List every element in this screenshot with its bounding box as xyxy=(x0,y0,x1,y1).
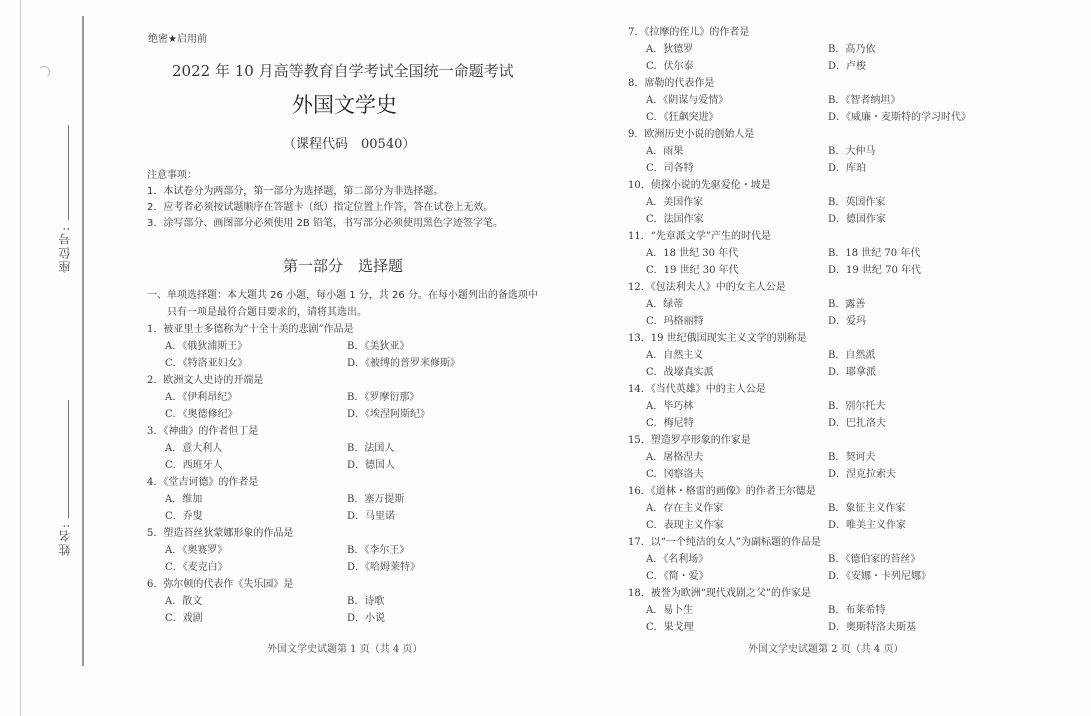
option-b: B．别尔托夫 xyxy=(828,401,886,412)
option-d: D．耶拿派 xyxy=(828,367,877,378)
seat-number-label: 座位号: xyxy=(58,225,72,274)
notes-title: 注意事项： xyxy=(147,170,197,181)
question-stem: 3．《神曲》的作者但丁是 xyxy=(147,426,259,437)
option-b: B．露善 xyxy=(828,299,866,310)
option-b: B．自然派 xyxy=(828,350,876,361)
note-item: 3．涂写部分、画图部分必须使用 2B 铅笔，书写部分必须使用黑色字迹签字笔。 xyxy=(147,218,503,229)
option-b: B．诗歌 xyxy=(347,596,385,607)
option-b: B．法国人 xyxy=(347,443,395,454)
seat-number-underline xyxy=(68,125,69,220)
section-intro-line-2: 只有一项是最符合题目要求的，请将其选出。 xyxy=(167,307,367,318)
subject-title: 外国文学史 xyxy=(292,93,397,117)
margin-outer-line xyxy=(20,0,21,716)
option-c: C．冈察洛夫 xyxy=(646,469,704,480)
option-a: A．《俄狄浦斯王》 xyxy=(165,341,248,352)
option-c: C．伏尔泰 xyxy=(646,61,694,72)
option-b: B．《德伯家的苔丝》 xyxy=(828,554,921,565)
page1-questions xyxy=(147,321,567,627)
question-17 xyxy=(628,534,1058,585)
margin-binding-line xyxy=(82,16,84,666)
question-stem: 10．侦探小说的先驱爱伦・坡是 xyxy=(628,180,771,191)
option-d: D．小说 xyxy=(347,613,386,624)
question-stem: 14．《当代英雄》中的主人公是 xyxy=(628,384,766,395)
note-item: 2．应考者必须按试题顺序在答题卡（纸）指定位置上作答，答在试卷上无效。 xyxy=(147,202,494,213)
option-a: A．狄德罗 xyxy=(646,44,694,55)
option-c: C．西班牙人 xyxy=(165,460,223,471)
option-b: B．《智者纳坦》 xyxy=(828,95,901,106)
question-stem: 4．《堂吉诃德》的作者是 xyxy=(147,477,259,488)
option-d: D．卢梭 xyxy=(828,61,867,72)
question-stem: 16．《道林・格雷的画像》的作者王尔德是 xyxy=(628,486,816,497)
name-underline xyxy=(68,400,69,518)
option-d: D．马里诺 xyxy=(347,511,396,522)
option-d: D．奥斯特洛夫斯基 xyxy=(828,622,917,633)
option-c: C．梅尼特 xyxy=(646,418,694,429)
option-b: B．象征主义作家 xyxy=(828,503,906,514)
option-a: A．《名利场》 xyxy=(646,554,709,565)
option-a: A．散文 xyxy=(165,596,203,607)
option-b: B．契诃夫 xyxy=(828,452,876,463)
question-3 xyxy=(147,423,567,474)
option-a: A．《奥赛罗》 xyxy=(165,545,228,556)
option-a: A．《阴谋与爱情》 xyxy=(646,95,729,106)
question-11 xyxy=(628,228,1058,279)
option-d: D．德国作家 xyxy=(828,214,887,225)
option-b: B．《美狄亚》 xyxy=(347,341,410,352)
option-c: C．战壕真实派 xyxy=(646,367,714,378)
question-4 xyxy=(147,474,567,525)
option-a: A．《伊利昂纪》 xyxy=(165,392,238,403)
option-d: D．涅克拉索夫 xyxy=(828,469,897,480)
option-d: D．巴扎洛夫 xyxy=(828,418,887,429)
option-d: D．《埃涅阿斯纪》 xyxy=(347,409,431,420)
question-9 xyxy=(628,126,1058,177)
name-label: 姓名: xyxy=(58,522,72,557)
option-d: D．19 世纪 70 年代 xyxy=(828,265,922,276)
question-stem: 1．被亚里士多德称为“十全十美的悲剧”作品是 xyxy=(147,324,354,335)
option-d: D．《威廉・麦斯特的学习时代》 xyxy=(828,112,972,123)
binding-hole-mark xyxy=(38,66,50,78)
course-code: （课程代码 00540） xyxy=(283,137,416,152)
option-c: C．《简・爱》 xyxy=(646,571,709,582)
option-d: D．库珀 xyxy=(828,163,867,174)
option-b: B．18 世纪 70 年代 xyxy=(828,248,921,259)
question-stem: 13．19 世纪俄国现实主义文学的别称是 xyxy=(628,333,807,344)
question-12 xyxy=(628,279,1058,330)
option-a: A．毕巧林 xyxy=(646,401,694,412)
option-b: B．英国作家 xyxy=(828,197,886,208)
question-7 xyxy=(628,24,1058,75)
notes-section xyxy=(147,168,503,232)
option-a: A．美国作家 xyxy=(646,197,704,208)
option-c: C．《狂飙突进》 xyxy=(646,112,719,123)
exam-title: 2022 年 10 月高等教育自学考试全国统一命题考试 xyxy=(172,62,514,80)
question-stem: 18．被誉为欧洲“现代戏剧之父”的作家是 xyxy=(628,588,811,599)
option-c: C．戏剧 xyxy=(165,613,203,624)
question-1 xyxy=(147,321,567,372)
option-c: C．玛格丽特 xyxy=(646,316,704,327)
question-stem: 15．塑造罗亭形象的作家是 xyxy=(628,435,751,446)
section-intro-line-1: 一、单项选择题：本大题共 26 小题，每小题 1 分，共 26 分。在每小题列出的备选项中 xyxy=(147,290,538,301)
option-b: B．布莱希特 xyxy=(828,605,886,616)
option-d: D．德国人 xyxy=(347,460,396,471)
option-b: B．《李尔王》 xyxy=(347,545,410,556)
question-16 xyxy=(628,483,1058,534)
option-a: A．意大利人 xyxy=(165,443,223,454)
section-intro xyxy=(147,287,538,321)
option-c: C．《特洛亚妇女》 xyxy=(165,358,248,369)
part-title: 第一部分 选择题 xyxy=(283,257,404,275)
question-15 xyxy=(628,432,1058,483)
option-d: D．唯美主义作家 xyxy=(828,520,907,531)
option-c: C．《奥德修纪》 xyxy=(165,409,238,420)
question-10 xyxy=(628,177,1058,228)
option-a: A．维加 xyxy=(165,494,203,505)
option-d: D．《安娜・卡列尼娜》 xyxy=(828,571,932,582)
question-stem: 7．《拉摩的侄儿》的作者是 xyxy=(628,27,750,38)
question-2 xyxy=(147,372,567,423)
question-stem: 8．席勒的代表作是 xyxy=(628,78,715,89)
option-c: C．司各特 xyxy=(646,163,694,174)
secret-mark: 绝密★启用前 xyxy=(148,34,207,45)
option-a: A．自然主义 xyxy=(646,350,704,361)
page1-footer: 外国文学史试题第 1 页（共 4 页） xyxy=(267,644,423,655)
question-stem: 11．“先章派文学”产生的时代是 xyxy=(628,231,771,242)
option-c: C．19 世纪 30 年代 xyxy=(646,265,739,276)
option-c: C．果戈理 xyxy=(646,622,694,633)
option-b: B．高乃依 xyxy=(828,44,876,55)
question-6 xyxy=(147,576,567,627)
question-stem: 2．欧洲文人史诗的开端是 xyxy=(147,375,264,386)
question-13 xyxy=(628,330,1058,381)
option-d: D．《哈姆莱特》 xyxy=(347,562,421,573)
option-a: A．存在主义作家 xyxy=(646,503,724,514)
option-d: D．爱玛 xyxy=(828,316,867,327)
option-b: B．塞万提斯 xyxy=(347,494,405,505)
question-stem: 6．弥尔顿的代表作《失乐园》是 xyxy=(147,579,294,590)
question-18 xyxy=(628,585,1058,636)
note-item: 1．本试卷分为两部分，第一部分为选择题，第二部分为非选择题。 xyxy=(147,186,444,197)
option-a: A．18 世纪 30 年代 xyxy=(646,248,739,259)
option-a: A．屠格涅夫 xyxy=(646,452,704,463)
option-a: A．易卜生 xyxy=(646,605,694,616)
question-stem: 9．欧洲历史小说的创始人是 xyxy=(628,129,755,140)
option-c: C．《麦克白》 xyxy=(165,562,228,573)
option-c: C．表现主义作家 xyxy=(646,520,724,531)
option-a: A．雨果 xyxy=(646,146,684,157)
page2-footer: 外国文学史试题第 2 页（共 4 页） xyxy=(748,644,904,655)
question-14 xyxy=(628,381,1058,432)
option-b: B．《罗摩衍那》 xyxy=(347,392,420,403)
option-c: C．法国作家 xyxy=(646,214,704,225)
question-8 xyxy=(628,75,1058,126)
page2-questions xyxy=(628,24,1058,636)
question-5 xyxy=(147,525,567,576)
option-d: D．《被缚的普罗米修斯》 xyxy=(347,358,461,369)
question-stem: 12．《包法利夫人》中的女主人公是 xyxy=(628,282,786,293)
question-stem: 17．以“一个纯洁的女人”为副标题的作品是 xyxy=(628,537,821,548)
option-c: C．乔叟 xyxy=(165,511,203,522)
option-a: A．绿蒂 xyxy=(646,299,684,310)
option-b: B．大仲马 xyxy=(828,146,876,157)
question-stem: 5．塑造苔丝狄蒙娜形象的作品是 xyxy=(147,528,294,539)
